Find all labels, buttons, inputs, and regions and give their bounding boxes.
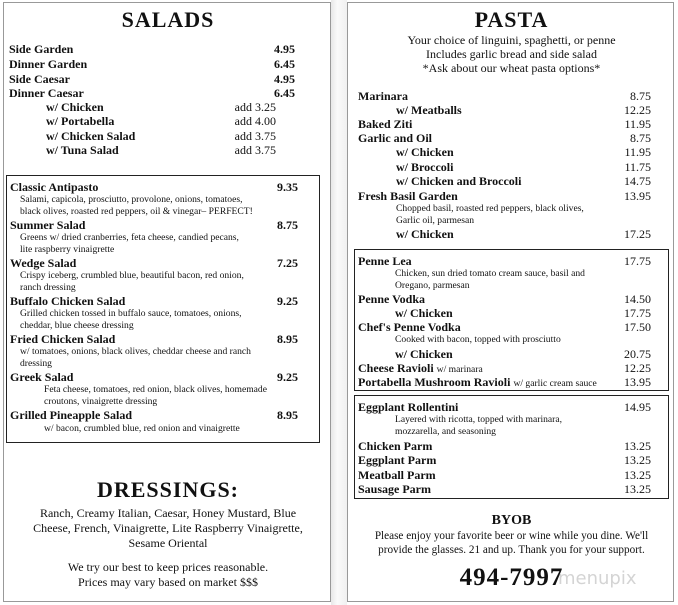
menu-item xyxy=(358,453,651,467)
item-name: w/ Chicken xyxy=(395,306,453,320)
menu-item xyxy=(396,145,651,159)
item-price: 20.75 xyxy=(624,347,651,361)
addon-price: add 3.25 xyxy=(234,100,276,114)
item-name: Fresh Basil Garden xyxy=(358,189,458,203)
description-line: black olives, roasted red peppers, oil & vinegar– PERFECT! xyxy=(20,205,253,217)
dressings-list xyxy=(4,506,331,551)
addon-name: w/ Chicken Salad xyxy=(46,129,136,143)
byob-line: Please enjoy your favorite beer or wine while you dine. We'll xyxy=(374,530,649,542)
item-price: 11.95 xyxy=(624,117,651,131)
item-note: w/ marinara xyxy=(436,364,483,375)
item-description xyxy=(44,384,267,407)
penne-box xyxy=(354,249,669,391)
addon-item xyxy=(46,143,276,157)
price-note xyxy=(4,560,331,590)
item-price: 8.75 xyxy=(630,131,651,145)
menu-item xyxy=(395,306,651,320)
item-price: 7.25 xyxy=(277,256,298,270)
description-line: cheddar, blue cheese dressing xyxy=(20,319,134,331)
intro-line: *Ask about our wheat pasta options* xyxy=(422,61,601,75)
item-name: Dinner Garden xyxy=(9,57,88,71)
description-line: Layered with ricotta, topped with marinara, xyxy=(395,414,563,425)
item-name: Eggplant Parm xyxy=(358,453,437,467)
item-name: Garlic and Oil xyxy=(358,131,433,145)
item-description xyxy=(395,414,562,437)
item-price: 11.75 xyxy=(624,160,651,174)
menu-item xyxy=(10,370,298,384)
menu-item xyxy=(10,408,298,422)
item-name: Side Garden xyxy=(9,42,74,56)
item-price: 11.95 xyxy=(624,145,651,159)
pasta-page xyxy=(347,2,674,602)
item-name: Baked Ziti xyxy=(358,117,413,131)
item-price: 6.45 xyxy=(274,86,295,100)
menu-item xyxy=(396,103,651,117)
addon-price: add 3.75 xyxy=(234,143,276,157)
item-name: Grilled Pineapple Salad xyxy=(10,408,133,422)
addon-price: add 4.00 xyxy=(234,114,276,128)
menu-item xyxy=(358,131,651,145)
dressings-line: Sesame Oriental xyxy=(128,536,208,550)
phone-number: 494-7997 xyxy=(459,564,564,591)
menu-item xyxy=(358,189,651,203)
dressings-title: DRESSINGS: xyxy=(96,477,240,502)
item-price: 14.75 xyxy=(624,174,651,188)
item-price: 13.95 xyxy=(624,189,651,203)
menu-item xyxy=(10,332,298,346)
salads-page xyxy=(3,2,331,602)
menu-item xyxy=(358,89,651,103)
addon-name: w/ Portabella xyxy=(46,114,115,128)
item-price: 17.50 xyxy=(624,320,651,334)
addon-price: add 3.75 xyxy=(234,129,276,143)
description-line: lite raspberry vinaigrette xyxy=(20,243,115,255)
item-price: 17.75 xyxy=(624,254,651,268)
item-name: Side Caesar xyxy=(9,72,70,86)
byob-text xyxy=(348,529,674,557)
item-description xyxy=(395,268,585,291)
description-line: dressing xyxy=(20,357,52,369)
item-name: w/ Chicken xyxy=(396,145,454,159)
addon-item xyxy=(46,114,276,128)
description-line: Crispy iceberg, crumbled blue, beautiful bacon, red onion, xyxy=(20,270,244,281)
menu-item xyxy=(396,174,651,188)
item-name: w/ Broccoli xyxy=(396,160,454,174)
pasta-title: PASTA xyxy=(474,7,549,32)
menu-item xyxy=(358,482,651,496)
description-line: Salami, capicola, prosciutto, provolone, onions, tomatoes, xyxy=(20,194,243,205)
item-price: 9.25 xyxy=(277,294,298,308)
item-name: Buffalo Chicken Salad xyxy=(10,294,126,308)
item-price: 8.75 xyxy=(630,89,651,103)
watermark: menupix xyxy=(558,568,637,589)
menu-item xyxy=(395,347,651,361)
menu-item xyxy=(358,320,651,334)
item-name: w/ Meatballs xyxy=(396,103,462,117)
item-name: Sausage Parm xyxy=(358,482,431,496)
item-name: Penne Lea xyxy=(358,254,412,268)
price-note-line: We try our best to keep prices reasonable. xyxy=(67,560,269,574)
item-price: 14.50 xyxy=(624,292,651,306)
byob-line: provide the glasses. 21 and up. Thank you for your support. xyxy=(378,544,645,556)
parm-box xyxy=(354,395,669,499)
menu-item xyxy=(10,180,298,194)
item-price: 13.95 xyxy=(624,375,651,389)
item-price: 8.95 xyxy=(277,332,298,346)
item-price: 14.95 xyxy=(624,400,651,414)
menu-item xyxy=(10,294,298,308)
item-price: 6.45 xyxy=(274,57,295,71)
byob-title: BYOB xyxy=(491,513,532,528)
menu-item xyxy=(10,256,298,270)
item-price: 4.95 xyxy=(274,72,295,86)
item-name: Chicken Parm xyxy=(358,439,433,453)
item-price: 13.25 xyxy=(624,439,651,453)
item-description xyxy=(20,270,244,293)
menu-item xyxy=(358,439,651,453)
specialty-salads-box xyxy=(6,175,320,443)
menu-item xyxy=(358,292,651,306)
description-line: Oregano, parmesan xyxy=(395,279,470,291)
item-name: Penne Vodka xyxy=(358,292,426,306)
intro-line: Includes garlic bread and side salad xyxy=(426,47,597,61)
menu-item xyxy=(10,218,298,232)
item-name: Eggplant Rollentini xyxy=(358,400,459,414)
item-name: Classic Antipasto xyxy=(10,180,99,194)
description-line: w/ bacon, crumbled blue, red onion and vinaigrette xyxy=(44,423,240,434)
description-line: mozzarella, and seasoning xyxy=(395,425,496,437)
item-description xyxy=(20,308,242,331)
item-name: Greek Salad xyxy=(10,370,74,384)
description-line: Greens w/ dried cranberries, feta cheese, candied pecans, xyxy=(20,232,239,243)
item-name: Chef's Penne Vodka xyxy=(358,320,461,334)
addon-name: w/ Chicken xyxy=(46,100,104,114)
description-line: Chopped basil, roasted red peppers, black olives, xyxy=(396,203,584,214)
item-price: 13.25 xyxy=(624,468,651,482)
menu-item xyxy=(358,375,651,389)
item-name: w/ Chicken xyxy=(395,347,453,361)
item-note: w/ garlic cream sauce xyxy=(513,378,597,389)
item-price: 8.75 xyxy=(277,218,298,232)
item-price: 4.95 xyxy=(274,42,295,56)
addon-name: w/ Tuna Salad xyxy=(46,143,119,157)
item-name: Meatball Parm xyxy=(358,468,436,482)
item-name: Fried Chicken Salad xyxy=(10,332,116,346)
price-note-line: Prices may vary based on market $$$ xyxy=(78,575,258,589)
item-price: 17.75 xyxy=(624,306,651,320)
dressings-line: Cheese, French, Vinaigrette, Lite Raspberry Vinaigrette, xyxy=(33,521,303,535)
salads-title: SALADS xyxy=(121,7,215,32)
item-name: Dinner Caesar xyxy=(9,86,84,100)
item-price: 8.95 xyxy=(277,408,298,422)
item-price: 17.25 xyxy=(624,227,651,241)
menu-item xyxy=(358,117,651,131)
item-price: 12.25 xyxy=(624,361,651,375)
description-line: croutons, vinaigrette dressing xyxy=(44,395,158,407)
description-line: Grilled chicken tossed in buffalo sauce, tomatoes, onions, xyxy=(20,308,242,319)
description-line: w/ tomatoes, onions, black olives, cheddar cheese and ranch xyxy=(20,346,251,357)
description-line: ranch dressing xyxy=(20,281,76,293)
pasta-intro xyxy=(348,33,674,75)
item-price: 13.25 xyxy=(624,453,651,467)
item-name: w/ Chicken xyxy=(396,227,454,241)
item-description xyxy=(396,203,584,226)
description-line: Feta cheese, tomatoes, red onion, black olives, homemade xyxy=(44,384,267,395)
item-description xyxy=(20,194,253,217)
description-line: Garlic oil, parmesan xyxy=(396,214,475,226)
menu-item xyxy=(358,361,651,375)
menu-item xyxy=(9,72,295,86)
menu-item xyxy=(9,86,295,100)
menu-item xyxy=(358,400,651,414)
item-name: Summer Salad xyxy=(10,218,86,232)
item-description xyxy=(20,346,251,369)
menu-item xyxy=(9,42,295,56)
intro-line: Your choice of linguini, spaghetti, or penne xyxy=(407,33,616,47)
item-description: Cooked with bacon, topped with prosciutto xyxy=(395,334,561,345)
item-name: Cheese Ravioli xyxy=(358,361,434,375)
description-line: Chicken, sun dried tomato cream sauce, basil and xyxy=(395,268,585,279)
addon-item xyxy=(46,100,276,114)
item-price: 9.35 xyxy=(277,180,298,194)
item-name: Marinara xyxy=(358,89,408,103)
item-description xyxy=(20,232,239,255)
item-price: 12.25 xyxy=(624,103,651,117)
menu-item xyxy=(396,227,651,241)
menu-item xyxy=(358,468,651,482)
item-price: 9.25 xyxy=(277,370,298,384)
addon-item xyxy=(46,129,276,143)
item-price: 13.25 xyxy=(624,482,651,496)
menu-item xyxy=(396,160,651,174)
menu-item xyxy=(9,57,295,71)
item-name: Portabella Mushroom Ravioli xyxy=(358,375,511,389)
page-gutter xyxy=(331,0,347,605)
menu-item xyxy=(358,254,651,268)
item-name: Wedge Salad xyxy=(10,256,77,270)
item-name: w/ Chicken and Broccoli xyxy=(396,174,522,188)
dressings-line: Ranch, Creamy Italian, Caesar, Honey Mustard, Blue xyxy=(39,506,297,520)
item-description xyxy=(44,423,240,435)
